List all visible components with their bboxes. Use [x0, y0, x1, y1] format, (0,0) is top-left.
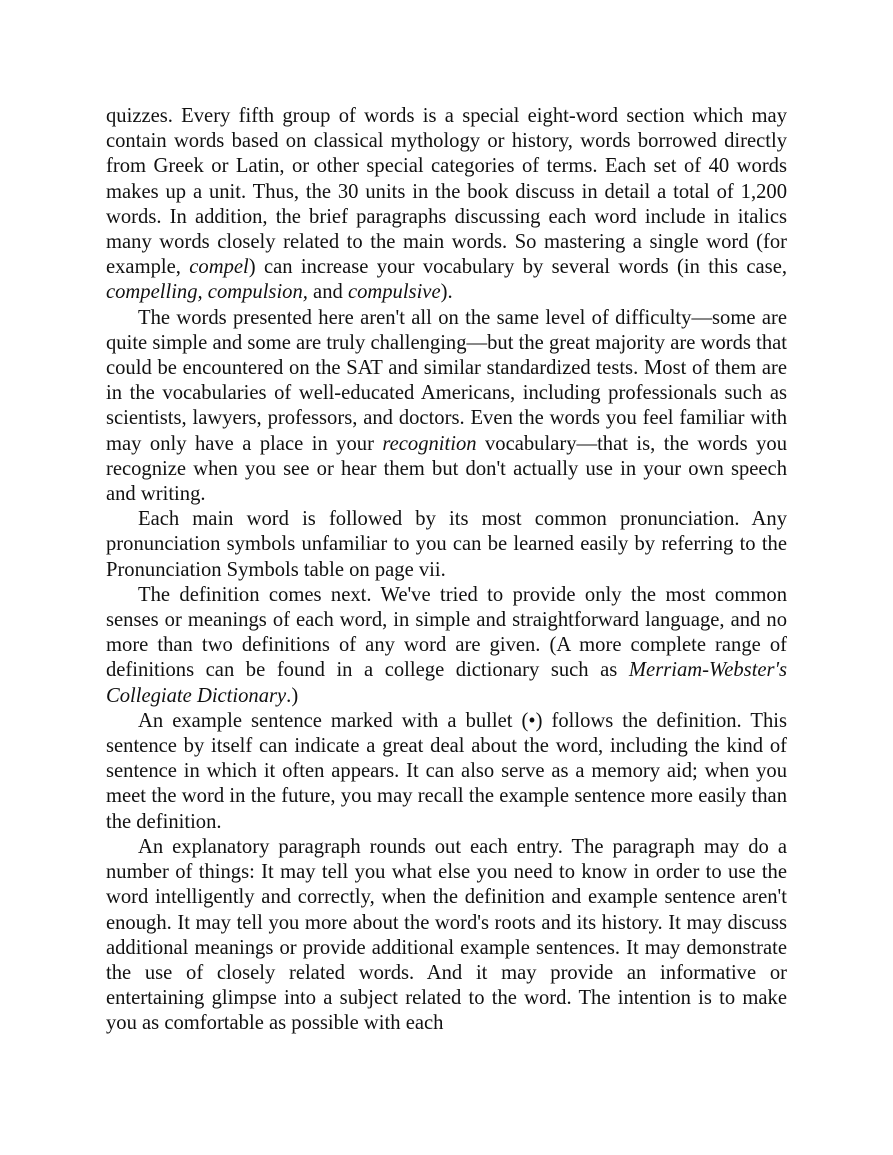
paragraph-text: vocabulary—that is, the words you recognize when you see or hear them but don't actually use in your own speech and writing. — [106, 432, 787, 506]
paragraph-text: The definition comes next. We've tried to provide only the most common senses or meanings of each word, in simple and straightforward language, and no more than two definitions of any word are given. (A more complete range of definitions can be found in a college dictionary such as — [106, 583, 787, 682]
body-paragraph — [106, 104, 787, 306]
paragraph-text: quizzes. Every fifth group of words is a special eight-word section which may contain words based on classical mythology or history, words borrowed directly from Greek or Latin, or other special categories of terms. Each set of 40 words makes up a unit. Thus, the 30 units in the book discuss in detail a total of 1,200 words. In addition, the brief paragraphs discussing each word include in italics many words closely related to the main words. So mastering a single word (for example, — [106, 105, 787, 279]
italic-term: Merriam-Webster's Collegiate Dictionary — [106, 659, 787, 707]
paragraph-text: and — [307, 281, 348, 304]
body-paragraph — [106, 507, 787, 583]
paragraph-text: The words presented here aren't all on the same level of difficulty—some are quite simple and some are truly challenging—but the great majority are words that could be encountered on the SAT and similar standardized tests. Most of them are in the vocabularies of well-educated Americans, including professionals such as scientists, lawyers, professors, and doctors. Even the words you feel familiar with may only have a place in your — [106, 306, 787, 455]
italic-term: compelling, compulsion, — [106, 281, 308, 304]
italic-term: compulsive — [347, 281, 441, 304]
body-paragraph — [106, 306, 787, 508]
paragraph-text: ). — [440, 281, 453, 304]
paragraph-text: Each main word is followed by its most common pronunciation. Any pronunciation symbols unfamiliar to you can be learned easily by referring to the Pronunciation Symbols table on page vii. — [106, 508, 787, 581]
paragraph-text: ) can increase your vocabulary by several words (in this case, — [248, 256, 787, 279]
paragraph-text: An example sentence marked with a bullet (•) follows the definition. This sentence by itself can indicate a great deal about the word, including the kind of sentence in which it often appears. It can also serve as a memory aid; when you meet the word in the future, you may recall the example sentence more easily than the definition. — [106, 709, 787, 833]
italic-term: recognition — [382, 432, 477, 455]
paragraph-text: An explanatory paragraph rounds out each entry. The paragraph may do a number of things: It may tell you what else you need to know in order to use the word intelligently and correctly, when the definition and example sentence aren't enough. It may tell you more about the word's roots and its history. It may discuss additional meanings or provide additional example sentences. It may demonstrate the use of closely related words. And it may provide an informative or entertaining glimpse into a subject related to the word. The intention is to make you as comfortable as possible with each — [106, 835, 787, 1035]
body-paragraph — [106, 835, 787, 1037]
paragraph-text: .) — [286, 684, 299, 707]
body-paragraph — [106, 709, 787, 835]
italic-term: compel — [189, 256, 249, 279]
body-paragraph — [106, 583, 787, 709]
document-page — [106, 104, 787, 1037]
